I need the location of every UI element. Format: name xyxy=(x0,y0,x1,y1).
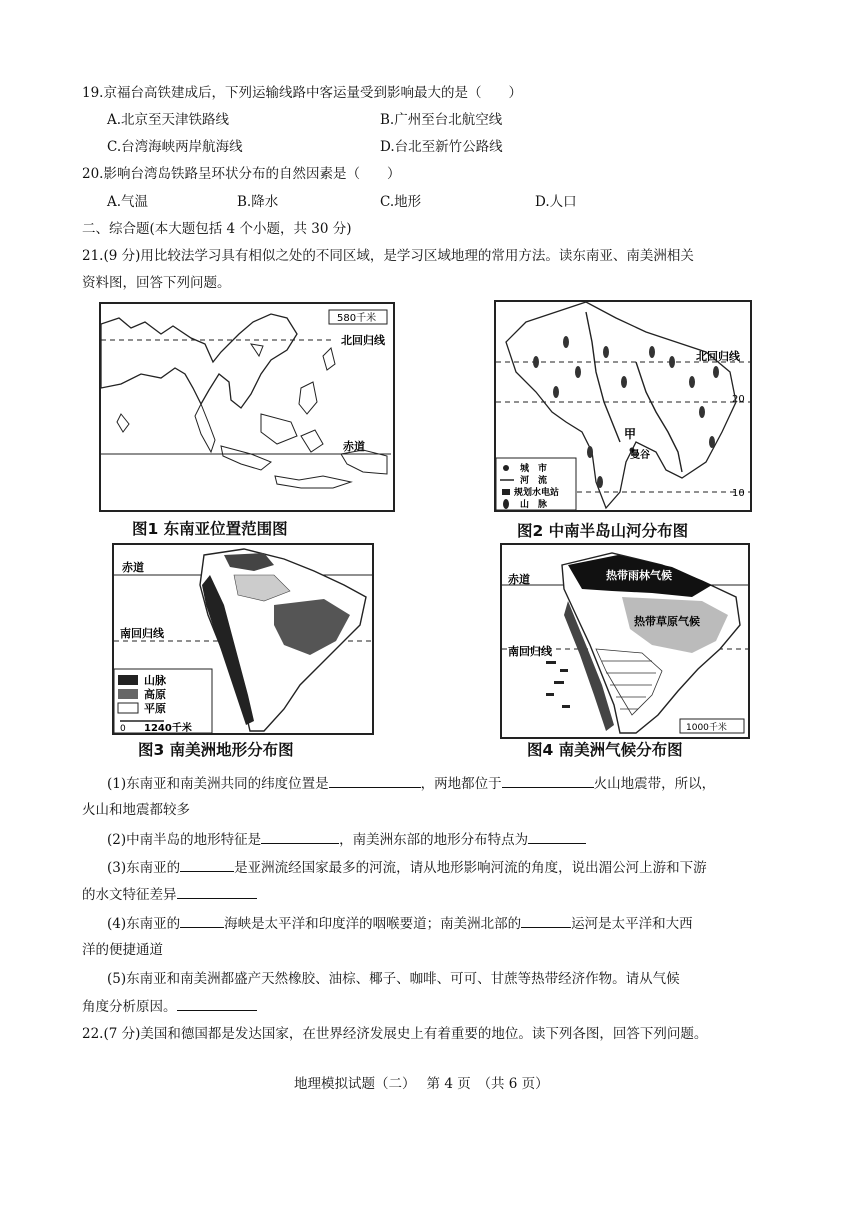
answer-blank[interactable] xyxy=(180,857,234,872)
answer-blank[interactable] xyxy=(180,913,224,928)
answer-blank[interactable] xyxy=(177,996,257,1011)
fig2-legend-river: 河 流 xyxy=(520,476,548,486)
fig3-equator-label: 赤道 xyxy=(122,561,144,574)
q21-part1-cont: 火山和地震都较多 xyxy=(82,802,190,818)
fig3-tropic-label: 南回归线 xyxy=(120,627,164,640)
q21-part1: (1)东南亚和南美洲共同的纬度位置是 ，两地都位于 火山地震带，所以， xyxy=(107,773,715,794)
q21-part3-cont: 的水文特征差异 xyxy=(82,884,257,905)
fig3-caption: 图3 南美洲地形分布图 xyxy=(138,741,294,759)
q21-part4-cont: 洋的便捷通道 xyxy=(82,942,163,958)
fig3-map xyxy=(112,543,374,735)
fig1-equator-label: 赤道 xyxy=(343,440,365,453)
fig2-legend-city: 城 市 xyxy=(520,464,548,474)
fig4-equator-label: 赤道 xyxy=(508,573,530,586)
fig4-rainforest-label: 热带雨林气候 xyxy=(606,569,672,582)
answer-blank[interactable] xyxy=(528,829,586,844)
fig1-caption: 图1 东南亚位置范围图 xyxy=(132,520,288,538)
fig4-tropic-label: 南回归线 xyxy=(508,645,552,658)
fig2-tropic-label: 北回归线 xyxy=(696,350,740,363)
answer-blank[interactable] xyxy=(502,773,594,788)
page-footer: 地理模拟试题（二） 第 4 页 （共 6 页） xyxy=(294,1076,549,1092)
fig1-tropic-label: 北回归线 xyxy=(341,334,385,347)
fig2-legend-dam: 规划水电站 xyxy=(514,488,560,498)
section-heading: 二、综合题(本大题包括 4 个小题，共 30 分) xyxy=(82,221,352,237)
q21-intro: 21.(9 分)用比较法学习具有相似之处的不同区域，是学习区域地理的常用方法。读东南亚、南美洲相关 xyxy=(82,248,694,264)
q20-option-a: A.气温 xyxy=(107,194,149,210)
q19-stem: 19.京福台高铁建成后，下列运输线路中客运量受到影响最大的是（ ） xyxy=(82,85,522,101)
q19-option-b: B.广州至台北航空线 xyxy=(380,112,503,128)
fig2-bangkok-label: 曼谷 xyxy=(630,450,650,461)
fig3-legend-plateau: 高原 xyxy=(144,688,166,701)
answer-blank[interactable] xyxy=(261,829,339,844)
fig2-map xyxy=(494,300,752,512)
q19-option-c: C.台湾海峡两岸航海线 xyxy=(107,139,243,155)
q20-option-d: D.人口 xyxy=(535,194,577,210)
fig1-scale: 580千米 xyxy=(337,313,377,324)
fig4-caption: 图4 南美洲气候分布图 xyxy=(527,741,683,759)
fig4-scale: 1000千米 xyxy=(686,723,727,733)
answer-blank[interactable] xyxy=(329,773,421,788)
q21-part3: (3)东南亚的 是亚洲流经国家最多的河流，请从地形影响河流的角度，说出湄公河上游和下游 xyxy=(107,857,707,878)
answer-blank[interactable] xyxy=(177,884,257,899)
fig2-legend-mountain: 山 脉 xyxy=(520,500,548,510)
fig4-map xyxy=(500,543,750,739)
fig4-savanna-label: 热带草原气候 xyxy=(634,615,700,628)
answer-blank[interactable] xyxy=(521,913,571,928)
q21-part5: (5)东南亚和南美洲都盛产天然橡胶、油棕、椰子、咖啡、可可、甘蔗等热带经济作物。请从气候 xyxy=(107,971,680,987)
q19-option-a: A.北京至天津铁路线 xyxy=(107,112,230,128)
q20-option-b: B.降水 xyxy=(237,194,279,210)
fig3-legend-mountain: 山脉 xyxy=(144,674,166,687)
fig2-jia-label: 甲 xyxy=(624,427,637,441)
q20-stem: 20.影响台湾岛铁路呈环状分布的自然因素是（ ） xyxy=(82,166,401,182)
q19-option-d: D.台北至新竹公路线 xyxy=(380,139,503,155)
q21-intro-cont: 资料图，回答下列问题。 xyxy=(82,275,231,291)
q21-part2: (2)中南半岛的地形特征是 ，南美洲东部的地形分布特点为 xyxy=(107,829,586,850)
fig2-lat10: 10 xyxy=(732,488,745,499)
fig3-scale-zero: 0 xyxy=(120,724,126,733)
q21-part5-cont: 角度分析原因。 xyxy=(82,996,257,1017)
fig3-legend-plain: 平原 xyxy=(144,702,166,715)
fig3-scale: 1240千米 xyxy=(144,723,192,733)
q21-part4: (4)东南亚的 海峡是太平洋和印度洋的咽喉要道；南美洲北部的 运河是太平洋和大西 xyxy=(107,913,693,934)
fig1-map xyxy=(99,302,395,512)
fig2-lat20: 20 xyxy=(732,394,745,405)
q20-option-c: C.地形 xyxy=(380,194,422,210)
q22-stem: 22.(7 分)美国和德国都是发达国家，在世界经济发展史上有着重要的地位。读下列各图，回答下列问题。 xyxy=(82,1026,708,1042)
fig2-caption: 图2 中南半岛山河分布图 xyxy=(517,522,689,540)
